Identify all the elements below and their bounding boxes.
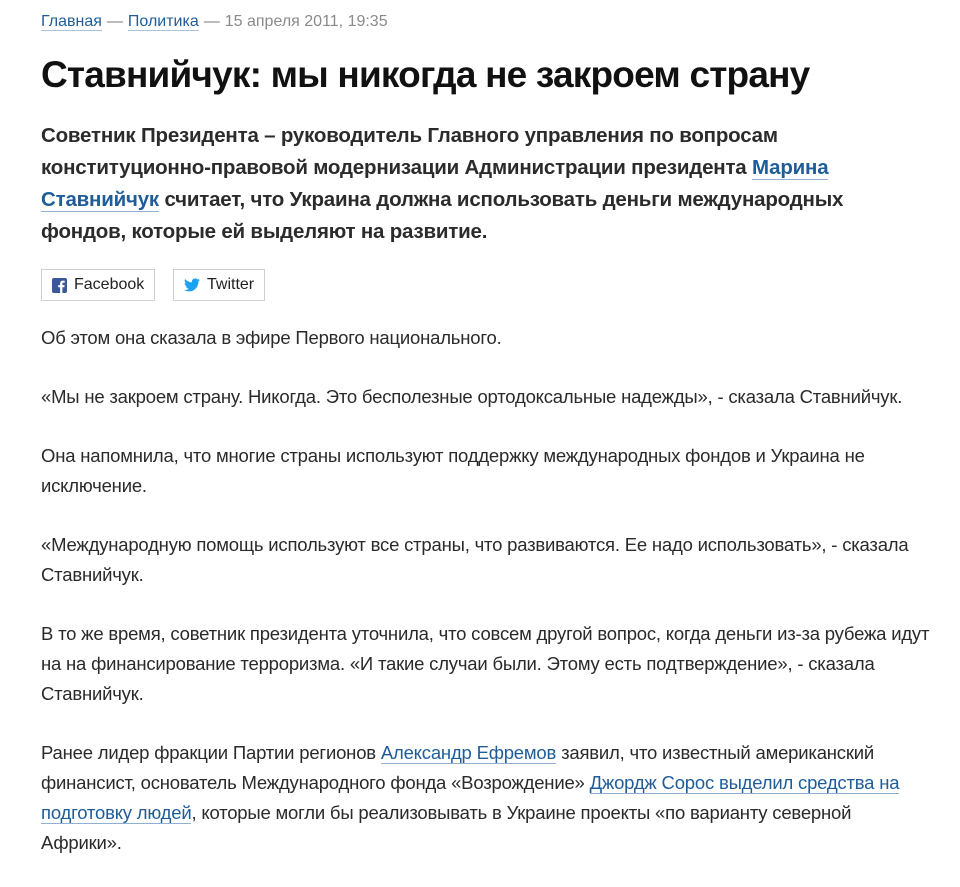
breadcrumb-home-link[interactable]: Главная bbox=[41, 13, 102, 30]
article-lead bbox=[41, 120, 931, 248]
lead-text: Советник Президента – руководитель Главного управления по вопросам конституционно-правовой модернизации Администрации президента bbox=[41, 124, 778, 179]
breadcrumb bbox=[41, 11, 388, 33]
paragraph: «Мы не закроем страну. Никогда. Это бесполезные ортодоксальные надежды», - сказала Ставнийчук. bbox=[41, 386, 903, 407]
breadcrumb-separator: — bbox=[203, 13, 220, 30]
share-bar bbox=[41, 269, 265, 301]
facebook-share-label: Facebook bbox=[74, 276, 145, 293]
breadcrumb-section-link[interactable]: Политика bbox=[127, 13, 199, 30]
person-link-efremov[interactable]: Александр Ефремов bbox=[380, 742, 557, 763]
person-link-stavniychuk[interactable]: Марина Ставнийчук bbox=[41, 156, 829, 211]
paragraph: Она напомнила, что многие страны используют поддержку международных фондов и Украина не исключение. bbox=[41, 445, 865, 496]
article-title: Ставнийчук: мы никогда не закроем страну bbox=[41, 54, 810, 95]
breadcrumb-separator: — bbox=[106, 13, 123, 30]
paragraph bbox=[41, 738, 931, 858]
paragraph-text: Ранее лидер фракции Партии регионов bbox=[41, 742, 381, 763]
paragraph: Об этом она сказала в эфире Первого национального. bbox=[41, 327, 502, 348]
twitter-share-label: Twitter bbox=[207, 276, 255, 293]
paragraph-text: , которые могли бы реализовывать в Украине проекты «по варианту северной Африки». bbox=[41, 802, 852, 853]
facebook-share-button[interactable] bbox=[41, 269, 155, 301]
twitter-share-button[interactable] bbox=[173, 269, 265, 301]
paragraph-text: заявил, что известный американский финансист, основатель Международного фонда «Возрождение» bbox=[41, 742, 875, 793]
lead-text: считает, что Украина должна использовать деньги международных фондов, которые ей выделяют на развитие. bbox=[41, 188, 844, 243]
article-link-soros[interactable]: Джордж Сорос выделил средства на подготовку людей bbox=[41, 772, 900, 823]
article-body bbox=[41, 323, 931, 887]
twitter-icon bbox=[184, 277, 200, 293]
publish-date: 15 апреля 2011, 19:35 bbox=[224, 13, 388, 30]
paragraph: В то же время, советник президента уточнила, что совсем другой вопрос, когда деньги из-за рубежа идут на на финансирование терроризма. «И такие случаи были. Этому есть подтверждение», - сказала Ставнийчук. bbox=[41, 623, 930, 704]
paragraph: «Международную помощь используют все страны, что развиваются. Ее надо использовать», - сказала Ставнийчук. bbox=[41, 534, 909, 585]
facebook-icon bbox=[52, 277, 67, 293]
